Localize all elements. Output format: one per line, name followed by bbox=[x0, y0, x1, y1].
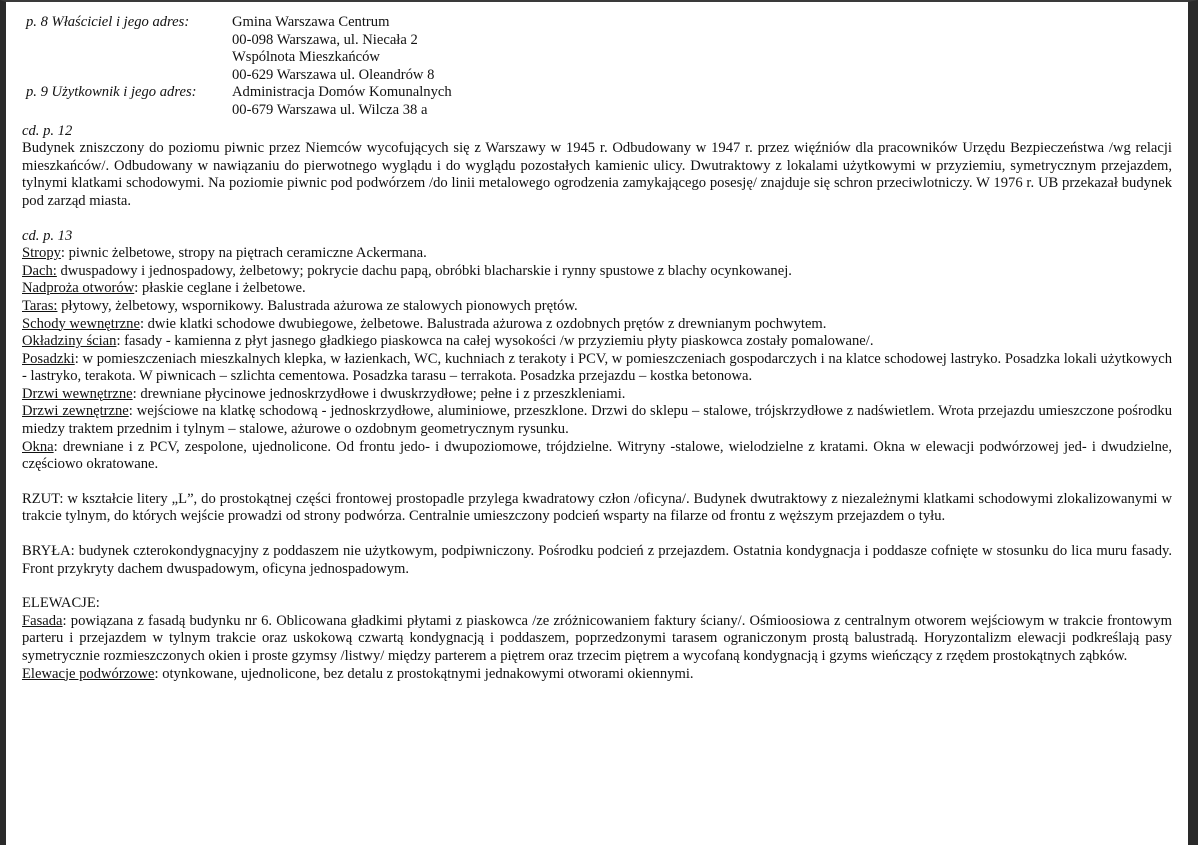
rzut-paragraph: RZUT: w kształcie litery „L”, do prostokątnej części frontowej prostopadle przylega kwadratowy człon /oficyna/. Budynek dwutraktowy z niezależnymi klatkami schodowymi zlokalizowanymi w trakcie tylnym, do których wejście prowadzi od strony podwórza. Centralnie umieszczony podcień wsparty na filarze od frontu z węższym przejazdem o tyłu. bbox=[22, 490, 1172, 525]
term-stropy: Stropy bbox=[22, 245, 61, 262]
elewacje-heading: ELEWACJE: bbox=[22, 595, 100, 612]
owner-line: Wspólnota Mieszkańców bbox=[232, 49, 380, 66]
user-line: 00-679 Warszawa ul. Wilcza 38 a bbox=[232, 101, 428, 118]
list-item: Fasada: powiązana z fasadą budynku nr 6. Oblicowana gładkimi płytami z piaskowca /ze zróżnicowaniem faktury ściany/. Ośmioosiowa z centralnym otworem wejściowym w trakcie frontowym parteru i przejazdem w tylnym trakcie oraz uskokową czwartą kondygnacją i poddaszem, poprzedzonymi tarasem ograniczonym prostą balustradą. Horyzontalizm elewacji podkreślają pasy symetrycznie rozmieszczonych okien i proste gzymsy /listwy/ między parterem a piętrem oraz trzecim piętrem a wycofaną kondygnacją i gzyms wieńczący z rzędem prostokątnych ząbków. bbox=[22, 612, 1172, 664]
term-posadzki: Posadzki bbox=[22, 350, 75, 367]
owner-label: p. 8 Właściciel i jego adres: bbox=[26, 14, 190, 30]
list-item: Drzwi wewnętrzne: drewniane płycinowe jednoskrzydłowe i dwuskrzydłowe; pełne i z przeszkleniami. bbox=[22, 385, 626, 402]
term-elewacje-podworzowe: Elewacje podwórzowe bbox=[22, 665, 155, 682]
section-12-heading: cd. p. 12 bbox=[22, 122, 73, 139]
owner-section bbox=[26, 14, 1172, 120]
list-item: Drzwi zewnętrzne: wejściowe na klatkę schodową - jednoskrzydłowe, aluminiowe, przeszklone. Drzwi do sklepu – stalowe, trójskrzydłowe z nadświetlem. Wrota przejazdu umieszczone pośrodku miedzy traktem przednim i tylnym – stalowe, ażurowe o ozdobnym geometrycznym rysunku. bbox=[22, 403, 1173, 438]
list-item: Posadzki: w pomieszczeniach mieszkalnych klepka, w łazienkach, WC, kuchniach z terakoty i PCV, w pomieszczeniach gospodarczych i na klatce schodowej lastryko. Posadzka lokali użytkowych - lastryko, terakota. W piwnicach – szlichta cementowa. Posadzka tarasu – terrakota. Posadzka przejazdu – kostka betonowa. bbox=[22, 350, 1172, 385]
user-section bbox=[26, 84, 1172, 119]
list-item: Taras: płytowy, żelbetowy, wspornikowy. Balustrada ażurowa ze stalowych pionowych prętów. bbox=[22, 297, 578, 314]
owner-line: Gmina Warszawa Centrum bbox=[232, 14, 390, 30]
term-drzwi-wewnetrzne: Drzwi wewnętrzne bbox=[22, 385, 133, 402]
section-12-text: Budynek zniszczony do poziomu piwnic przez Niemców wycofujących się z Warszawy w 1945 r. Odbudowany w 1947 r. przez więźniów dla pracowników Urzędu Bezpieczeństwa /wg relacji mieszkańców/. Odbudowany w nawiązaniu do pierwotnego wyglądu i do wyglądu pozostałych kamienic ulicy. Dwutraktowy z lokalami użytkowymi w przyziemiu, symetrycznym przejazdem, tylnymi klatkami schodowymi. Na poziomie piwnic pod podwórzem /do linii metalowego ogrodzenia zamykającego posesję/ znajduje się schron przeciwlotniczy. W 1976 r. UB przekazał budynek pod zarząd miasta. bbox=[22, 140, 1172, 209]
list-item: Okładziny ścian: fasady - kamienna z płyt jasnego gładkiego piaskowca na całej wysokości /w przyziemiu płyty piaskowca zostały pomalowane/. bbox=[22, 333, 874, 350]
owner-address bbox=[232, 14, 1172, 84]
owner-line: 00-629 Warszawa ul. Oleandrów 8 bbox=[232, 66, 435, 83]
term-schody: Schody wewnętrzne bbox=[22, 315, 140, 332]
list-item: Schody wewnętrzne: dwie klatki schodowe dwubiegowe, żelbetowe. Balustrada ażurowa z ozdobnych prętów z drewnianym pochwytem. bbox=[22, 315, 827, 332]
owner-line: 00-098 Warszawa, ul. Niecała 2 bbox=[232, 31, 418, 48]
user-line: Administracja Domów Komunalnych bbox=[232, 84, 452, 101]
list-item: Nadproża otworów: płaskie ceglane i żelbetowe. bbox=[22, 280, 306, 297]
term-fasada: Fasada bbox=[22, 612, 63, 629]
user-address bbox=[232, 84, 1172, 119]
term-dach: Dach: bbox=[22, 262, 57, 279]
list-item: Stropy: piwnic żelbetowe, stropy na piętrach ceramiczne Ackermana. bbox=[22, 245, 427, 262]
term-nadproza: Nadproża otworów bbox=[22, 280, 135, 297]
list-item: Dach: dwuspadowy i jednospadowy, żelbetowy; pokrycie dachu papą, obróbki blacharskie i rynny spustowe z blachy ocynkowanej. bbox=[22, 262, 792, 279]
list-item: Okna: drewniane i z PCV, zespolone, ujednolicone. Od frontu jedo- i dwupoziomowe, trójdzielne. Witryny -stalowe, wielodzielne z kratami. Okna w elewacji podwórzowej jed- i dwudzielne, częściowo okratowane. bbox=[22, 438, 1172, 473]
bryla-paragraph: BRYŁA: budynek czterokondygnacyjny z poddaszem nie użytkowym, podpiwniczony. Pośrodku podcień z przejazdem. Ostatnia kondygnacja i poddasze cofnięte w stosunku do lica muru fasady. Front przykryty dachem dwuspadowym, oficyna jednospadowym. bbox=[22, 543, 1172, 577]
section-13-heading: cd. p. 13 bbox=[22, 227, 73, 244]
term-taras: Taras: bbox=[22, 297, 58, 314]
term-drzwi-zewnetrzne: Drzwi zewnętrzne bbox=[22, 403, 129, 420]
term-okna: Okna bbox=[22, 438, 54, 455]
term-okladziny: Okładziny ścian bbox=[22, 333, 117, 350]
user-label: p. 9 Użytkownik i jego adres: bbox=[26, 84, 197, 101]
list-item: Elewacje podwórzowe: otynkowane, ujednolicone, bez detalu z prostokątnymi jednakowymi otworami okiennymi. bbox=[22, 665, 694, 682]
